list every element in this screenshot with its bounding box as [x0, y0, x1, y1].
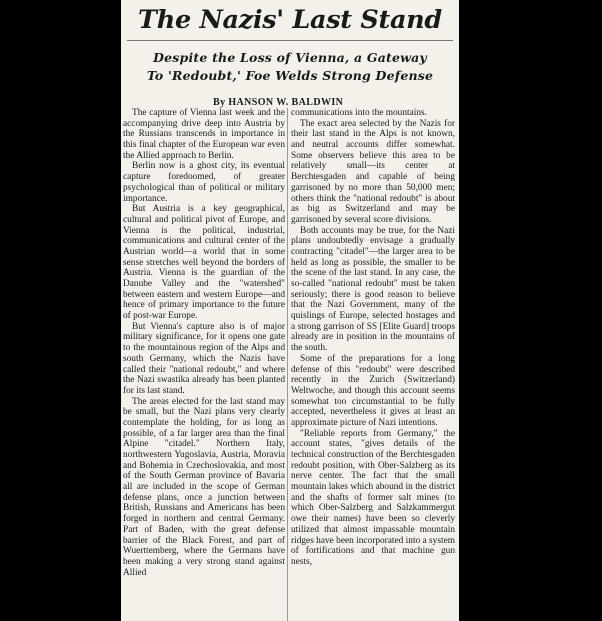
paragraph: The capture of Vienna last week and the accompanying drive deep into Austria by the Russians transcends in importance in this final chapter of the European war even the Allied approach to Berlin.: [123, 108, 285, 161]
paragraph: Both accounts may be true, for the Nazi plans undoubtedly envisage a gradually contracting "citadel"—the larger area to be held as long as possible, the smaller to be the scene of the last stand. In any case, the so-called "national redoubt" must be taken seriously; there is good reason to believe that the Nazi Government, many of the quislings of Europe, selected hostages and a strong garrison of SS [Elite Guard] troops already are in position in the mountains of the south.: [291, 225, 455, 354]
subheadline-line-1: Despite the Loss of Vienna, a Gateway: [153, 50, 427, 65]
subheadline-line-2: To 'Redoubt,' Foe Welds Strong Defense: [146, 68, 434, 83]
article-column-left: [123, 108, 285, 578]
headline: The Nazis' Last Stand: [138, 5, 442, 35]
paragraph: Berlin now is a ghost city, its eventual capture foredoomed, of greater psychological than of political or military importance.: [123, 161, 285, 204]
paragraph: Some of the preparations for a long defense of this "redoubt" were described recently in the Zurich (Switzerland) Weltwoche, and though this account seems somewhat too circumstantial to be fully accepted, nevertheless it gives at least an approximate picture of Nazi intentions.: [291, 353, 455, 428]
newspaper-clipping: [121, 0, 459, 621]
paragraph: "Reliable reports from Germany," the account states, "gives details of the technical construction of the Berchtesgaden redoubt position, with Ober-Salzberg as its nerve center. The fact that the small mountain lakes which abound in the district and the shafts of former salt mines (to which Ober-Salzberg and Salzkammergut owe their names) have been so cleverly utilized that almost impassable mountain ridges have been incorporated into a system of fortifications and that machine gun nests,: [291, 428, 455, 567]
column-divider: [287, 108, 288, 621]
paragraph: But Vienna's capture also is of major military significance, for it opens one gate to the mountainous region of the Alps and south Germany, which the Nazis have called their "national redoubt," and where the Nazi swastika already has been planted for its last stand.: [123, 321, 285, 396]
article-column-right: [291, 108, 455, 568]
headline-rule: [127, 40, 453, 41]
paragraph-continuation: communications into the mountains.: [291, 108, 427, 118]
byline: By HANSON W. BALDWIN: [213, 97, 344, 108]
paragraph: The exact area selected by the Nazis for their last stand in the Alps is not known, and neutral accounts differ somewhat. Some observers believe this area to be relatively small—its center at Berchtesgaden and capable of being garrisoned by no more than 50,000 men; others think the "national redoubt" is about as big as Switzerland and may be garrisoned by several score divisions.: [291, 118, 455, 225]
paragraph: But Austria is a key geographical, cultural and political pivot of Europe, and Vienna is the political, industrial, communications and cultural center of the Austrian world—a world that in some sense stretches well beyond the borders of Austria. Vienna is the guardian of the Danube Valley and the "watershed" between eastern and western Europe—and hence of primary importance to the future of post-war Europe.: [123, 204, 285, 322]
paragraph: The areas elected for the last stand may be small, but the Nazi plans very clearly contemplate the holding, for as long as possible, of a far larger area than the final Alpine "citadel." Northern Italy, northwestern Yugoslavia, Austria, Moravia and Bohemia in Czechoslovakia, and most of the South German province of Bavaria all are included in the scope of German defense plans, once a junction between British, Russians and Americans has been forged in northern and central Germany. Part of Baden, with the great defense barrier of the Black Forest, and part of Wuerttemberg, where the Germans have been making a very strong stand against Allied: [123, 396, 285, 578]
